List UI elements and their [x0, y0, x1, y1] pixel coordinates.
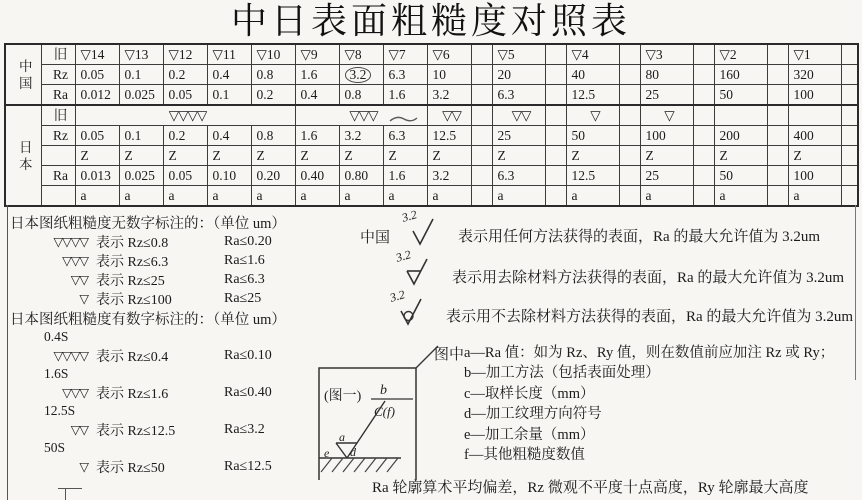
value-cell: 0.4: [295, 85, 339, 106]
grade-cell: ▽3: [640, 44, 693, 65]
row-label-blank: [41, 186, 75, 207]
spacer-cell: [619, 65, 640, 85]
legend-item: e—加工余量（mm）: [464, 426, 595, 443]
value-cell: 0.2: [251, 85, 295, 106]
roughness-item: [10, 289, 310, 308]
triangle-symbol: ▽▽▽▽: [53, 234, 88, 249]
rz-limit-text: 表示 Rz≤12.5: [96, 423, 176, 439]
value-cell: 6.3: [492, 166, 545, 186]
spacer-cell: [841, 126, 858, 146]
value-cell: 0.80: [339, 166, 383, 186]
roughness-item: [10, 232, 310, 251]
symbol-caption: 表示用不去除材料方法获得的表面，Ra 的最大允许值为 3.2um: [446, 309, 854, 325]
spacer-cell: [841, 146, 858, 166]
any-method-symbol: [400, 207, 442, 248]
suffix-cell: a: [119, 186, 163, 207]
value-cell: 0.013: [75, 166, 119, 186]
suffix-cell: a: [788, 186, 841, 207]
spacer-cell: [619, 146, 640, 166]
value-cell: [339, 65, 383, 85]
s-grade-label: 0.4S: [44, 329, 69, 344]
pen-circle: 3.2: [345, 67, 372, 83]
old-grade-symbol: [714, 105, 767, 126]
value-cell: 12.5: [427, 126, 471, 146]
china-label: 中国: [360, 230, 391, 246]
suffix-cell: a: [163, 186, 207, 207]
rz-limit-text: 表示 Rz≤100: [96, 292, 172, 308]
row-label-old: 旧: [41, 44, 75, 65]
suffix-cell: a: [383, 186, 427, 207]
rz-limit-text: 表示 Rz≤0.4: [96, 349, 169, 365]
china-section-label: 中 国: [5, 44, 41, 105]
value-cell: 0.1: [119, 65, 163, 85]
material-removal-symbol: [394, 247, 436, 288]
japan-no-number-block: [10, 212, 310, 308]
suffix-cell: a: [339, 186, 383, 207]
spacer-cell: [767, 105, 788, 126]
suffix-cell: a: [207, 186, 251, 207]
spacer-cell: [545, 146, 566, 166]
value-cell: 0.05: [75, 65, 119, 85]
grade-cell: ▽6: [427, 44, 471, 65]
triangle-symbol: ▽: [79, 291, 88, 306]
spacer-cell: [619, 126, 640, 146]
value-cell: 100: [640, 126, 693, 146]
value-cell: 100: [788, 166, 841, 186]
rz-limit-text: 表示 Rz≤25: [96, 273, 165, 289]
block-heading: 日本图纸粗糙度有数字标注的：（单位 um）: [10, 312, 286, 328]
grade-cell: ▽10: [251, 44, 295, 65]
hatching-lines: [321, 458, 398, 472]
roughness-item: [10, 270, 310, 289]
legend: [464, 343, 834, 465]
spacer-cell: [767, 44, 788, 65]
value-cell: 400: [788, 126, 841, 146]
spacer-cell: [841, 166, 858, 186]
old-grade-symbol: ▽: [640, 105, 693, 126]
spacer-cell: [545, 166, 566, 186]
triangle-symbol: ▽▽▽: [62, 385, 88, 400]
value-cell: 1.6: [295, 65, 339, 85]
suffix-cell: a: [295, 186, 339, 207]
suffix-cell: Z: [492, 146, 545, 166]
value-cell: 0.1: [119, 126, 163, 146]
suffix-cell: Z: [640, 146, 693, 166]
ra-limit-text: Ra≤0.40: [224, 384, 272, 400]
value-cell: 6.3: [383, 65, 427, 85]
suffix-cell: Z: [339, 146, 383, 166]
spacer-cell: [471, 166, 492, 186]
spacer-cell: [619, 105, 640, 126]
rz-limit-text: 表示 Rz≤50: [96, 460, 165, 476]
row-label-rz: Rz: [41, 65, 75, 85]
value-cell: 80: [640, 65, 693, 85]
grade-cell: ▽11: [207, 44, 251, 65]
legend-item: a—Ra 值：如为 Rz、Ry 值，则在数值前应加注 Rz 或 Ry；: [464, 345, 835, 361]
triangle-symbol: ▽▽▽: [62, 253, 88, 268]
spacer-cell: [767, 85, 788, 106]
grade-cell: ▽1: [788, 44, 841, 65]
s-grade-label: 1.6S: [44, 366, 69, 381]
old-grade-symbol: ▽: [566, 105, 619, 126]
spacer-cell: [767, 126, 788, 146]
roughness-item: [10, 457, 310, 476]
s-grade-label: 50S: [44, 440, 66, 455]
triangle-symbol: ▽▽: [70, 272, 88, 287]
rz-limit-text: 表示 Rz≤0.8: [96, 235, 169, 251]
spacer-cell: [471, 65, 492, 85]
value-cell: 3.2: [427, 85, 471, 106]
value-cell: 0.40: [295, 166, 339, 186]
roughness-item: [10, 383, 310, 402]
value-cell: 200: [714, 126, 767, 146]
roughness-comparison-table: [4, 43, 859, 207]
value-cell: 0.05: [163, 166, 207, 186]
symbol-value: 3.2: [400, 207, 419, 225]
spacer-cell: [471, 186, 492, 207]
value-cell: 0.4: [207, 65, 251, 85]
suffix-cell: Z: [714, 146, 767, 166]
row-label-ra: Ra: [41, 85, 75, 106]
value-cell: 12.5: [566, 85, 619, 106]
suffix-cell: a: [251, 186, 295, 207]
spacer-cell: [471, 85, 492, 106]
spacer-cell: [693, 105, 714, 126]
spacer-cell: [841, 44, 858, 65]
value-cell: 0.2: [163, 65, 207, 85]
value-cell: 20: [492, 65, 545, 85]
spacer-cell: [545, 126, 566, 146]
spacer-cell: [767, 166, 788, 186]
legend-item: b—加工方法（包括表面处理）: [464, 365, 660, 382]
grade-cell: ▽4: [566, 44, 619, 65]
spacer-cell: [767, 146, 788, 166]
spacer-cell: [693, 44, 714, 65]
old-grade-symbol: ▽▽: [427, 105, 471, 126]
symbol-caption: 表示用去除材料方法获得的表面，Ra 的最大允许值为 3.2um: [452, 270, 845, 286]
value-cell: 1.6: [383, 166, 427, 186]
spacer-cell: [767, 186, 788, 207]
ra-limit-text: Ra≤0.20: [224, 233, 272, 249]
spacer-cell: [545, 44, 566, 65]
value-cell: 0.025: [119, 85, 163, 106]
value-cell: 160: [714, 65, 767, 85]
roughness-item: [10, 346, 310, 365]
triangle-symbol: ▽▽: [70, 422, 88, 437]
rz-limit-text: 表示 Rz≤6.3: [96, 254, 169, 270]
spacer-cell: [693, 146, 714, 166]
page-edge-left: [7, 205, 8, 500]
legend-item: c—取样长度（mm）: [464, 385, 595, 402]
ra-limit-text: Ra≤0.10: [224, 347, 272, 363]
spacer-cell: [841, 65, 858, 85]
spacer-cell: [471, 105, 492, 126]
spacer-cell: [693, 85, 714, 106]
svg-text:(图一): (图一): [324, 389, 362, 404]
value-cell: 40: [566, 65, 619, 85]
roughness-item: [10, 420, 310, 439]
value-cell: 100: [788, 85, 841, 106]
grade-cell: ▽2: [714, 44, 767, 65]
spacer-cell: [619, 44, 640, 65]
old-grade-symbol: ▽▽▽▽: [75, 105, 295, 126]
spacer-cell: [767, 65, 788, 85]
roughness-item: [10, 251, 310, 270]
suffix-cell: Z: [427, 146, 471, 166]
ra-limit-text: Ra≤12.5: [224, 458, 272, 474]
spacer-cell: [471, 44, 492, 65]
svg-text:b: b: [380, 383, 387, 398]
grade-cell: ▽7: [383, 44, 427, 65]
suffix-cell: Z: [295, 146, 339, 166]
grade-cell: ▽13: [119, 44, 163, 65]
triangle-symbol: ▽: [79, 459, 88, 474]
row-label-rz: Rz: [41, 126, 75, 146]
svg-text:C(f): C(f): [374, 404, 395, 419]
suffix-cell: a: [566, 186, 619, 207]
suffix-cell: a: [640, 186, 693, 207]
page-edge-right: [855, 205, 856, 380]
grade-cell: ▽5: [492, 44, 545, 65]
spacer-cell: [471, 146, 492, 166]
value-cell: 10: [427, 65, 471, 85]
value-cell: 50: [714, 166, 767, 186]
s-grade-label: 12.5S: [44, 403, 76, 418]
symbol-value: 3.2: [388, 287, 407, 305]
value-cell: 0.8: [251, 65, 295, 85]
spacer-cell: [619, 186, 640, 207]
value-cell: 320: [788, 65, 841, 85]
grade-cell: ▽8: [339, 44, 383, 65]
suffix-cell: a: [714, 186, 767, 207]
suffix-cell: a: [75, 186, 119, 207]
suffix-cell: a: [492, 186, 545, 207]
value-cell: 0.025: [119, 166, 163, 186]
value-cell: 6.3: [492, 85, 545, 106]
value-cell: 1.6: [295, 126, 339, 146]
value-cell: 0.012: [75, 85, 119, 106]
suffix-cell: Z: [566, 146, 619, 166]
svg-text:e: e: [324, 446, 330, 460]
rz-limit-text: 表示 Rz≤1.6: [96, 386, 169, 402]
legend-label: 图中: [434, 347, 465, 363]
spacer-cell: [841, 105, 858, 126]
spacer-cell: [619, 85, 640, 106]
spacer-cell: [545, 85, 566, 106]
suffix-cell: Z: [383, 146, 427, 166]
japan-section-label: 日 本: [5, 105, 41, 206]
ra-limit-text: Ra≤1.6: [224, 252, 265, 268]
ra-limit-text: Ra≤6.3: [224, 271, 265, 287]
cutoff-line: [58, 488, 82, 489]
spacer-cell: [841, 85, 858, 106]
spacer-cell: [841, 186, 858, 207]
value-cell: 12.5: [566, 166, 619, 186]
grade-cell: ▽9: [295, 44, 339, 65]
spacer-cell: [545, 105, 566, 126]
row-label-blank: [41, 146, 75, 166]
value-cell: 0.4: [207, 126, 251, 146]
old-grade-symbol: ▽▽▽: [295, 105, 427, 126]
suffix-cell: Z: [75, 146, 119, 166]
spacer-cell: [693, 65, 714, 85]
japan-numbered-block: [10, 308, 310, 476]
old-grade-symbol: [788, 105, 841, 126]
svg-text:d: d: [350, 445, 356, 459]
value-cell: 50: [714, 85, 767, 106]
value-cell: 6.3: [383, 126, 427, 146]
grade-cell: ▽12: [163, 44, 207, 65]
symbol-value: 3.2: [394, 247, 413, 265]
suffix-cell: Z: [207, 146, 251, 166]
value-cell: 3.2: [339, 126, 383, 146]
grade-cell: ▽14: [75, 44, 119, 65]
suffix-cell: Z: [788, 146, 841, 166]
spacer-cell: [693, 166, 714, 186]
value-cell: 0.8: [339, 85, 383, 106]
row-label-ra: Ra: [41, 166, 75, 186]
suffix-cell: Z: [163, 146, 207, 166]
symbol-caption: 表示用任何方法获得的表面，Ra 的最大允许值为 3.2um: [458, 229, 821, 245]
value-cell: 1.6: [383, 85, 427, 106]
block-heading: 日本图纸粗糙度无数字标注的：（单位 um）: [10, 216, 286, 232]
spacer-cell: [545, 65, 566, 85]
value-cell: 25: [640, 85, 693, 106]
value-cell: 0.05: [163, 85, 207, 106]
pen-squiggle-mark: [388, 113, 420, 125]
spacer-cell: [545, 186, 566, 207]
ra-limit-text: Ra≤25: [224, 290, 262, 306]
spacer-cell: [471, 126, 492, 146]
spacer-cell: [693, 186, 714, 207]
cutoff-line: [65, 488, 66, 500]
suffix-cell: a: [427, 186, 471, 207]
footer-definitions: Ra 轮廓算术平均偏差，Rz 微观不平度十点高度，Ry 轮廓最大高度: [372, 480, 809, 496]
value-cell: 25: [640, 166, 693, 186]
legend-item: d—加工纹理方向符号: [464, 406, 602, 423]
suffix-cell: Z: [251, 146, 295, 166]
value-cell: 0.1: [207, 85, 251, 106]
value-cell: 50: [566, 126, 619, 146]
triangle-symbol: ▽▽▽▽: [53, 348, 88, 363]
old-grade-symbol: ▽▽: [492, 105, 545, 126]
suffix-cell: Z: [119, 146, 163, 166]
value-cell: 0.20: [251, 166, 295, 186]
value-cell: 0.10: [207, 166, 251, 186]
value-cell: 0.2: [163, 126, 207, 146]
page-title: 中日表面粗糙度对照表: [230, 1, 631, 41]
ra-limit-text: Ra≤3.2: [224, 421, 265, 437]
svg-text:a: a: [339, 430, 345, 444]
row-label-old: 旧: [41, 105, 75, 126]
no-material-removal-symbol: [388, 287, 430, 328]
spacer-cell: [693, 126, 714, 146]
spacer-cell: [619, 166, 640, 186]
value-cell: 0.8: [251, 126, 295, 146]
value-cell: 3.2: [427, 166, 471, 186]
value-cell: 25: [492, 126, 545, 146]
legend-item: f—其他粗糙度数值: [464, 447, 585, 464]
value-cell: 0.05: [75, 126, 119, 146]
